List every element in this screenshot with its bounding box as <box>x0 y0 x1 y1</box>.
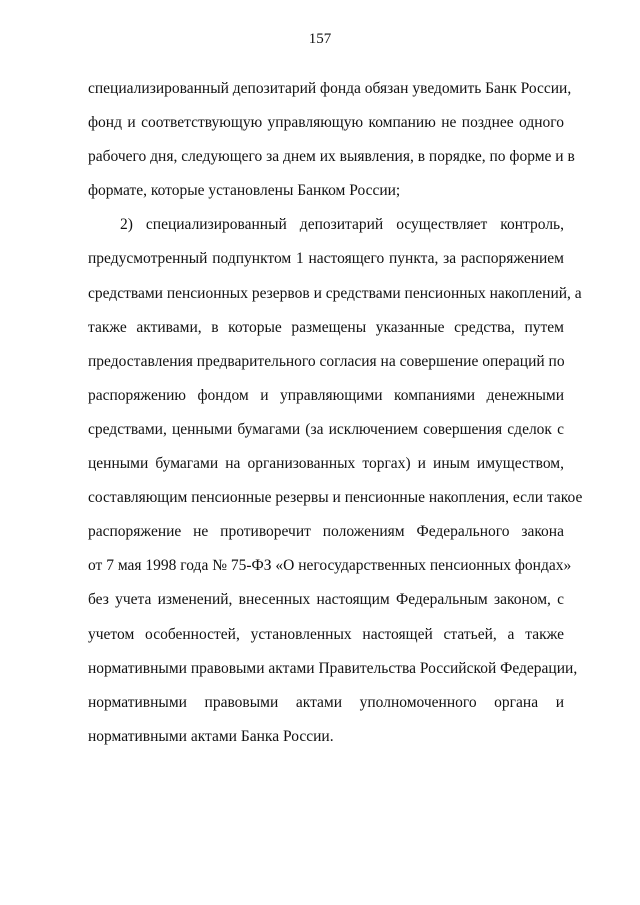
text-line: без учета изменений, внесенных настоящим Федеральным законом, с <box>88 591 564 609</box>
text-line: специализированный депозитарий фонда обязан уведомить Банк России, <box>88 80 572 97</box>
text-line: распоряжение не противоречит положениям Федерального закона <box>88 523 564 541</box>
text-line: нормативными правовыми актами Правительства Российской Федерации, <box>88 659 578 677</box>
text-line: нормативными правовыми актами уполномоченного органа и <box>88 693 564 711</box>
text-line: формате, которые установлены Банком России; <box>88 182 401 200</box>
text-line: фонд и соответствующую управляющую компанию не позднее одного <box>88 114 564 132</box>
text-line: предоставления предварительного согласия на совершение операций по <box>88 352 565 370</box>
text-line: рабочего дня, следующего за днем их выявления, в порядке, по форме и в <box>88 148 575 166</box>
text-line: ценными бумагами на организованных торгах) и иным имуществом, <box>88 455 564 473</box>
page-number: 157 <box>308 31 332 47</box>
text-line: учетом особенностей, установленных настоящей статьей, а также <box>88 625 564 643</box>
text-line: также активами, в которые размещены указанные средства, путем <box>88 318 564 336</box>
text-line: распоряжению фондом и управляющими компаниями денежными <box>88 386 564 404</box>
body-text <box>88 74 583 756</box>
text-line: от 7 мая 1998 года № 75-ФЗ «О негосударственных пенсионных фондах» <box>88 557 572 575</box>
paragraph-2-first-line: 2) специализированный депозитарий осуществляет контроль, <box>120 216 564 234</box>
text-line: средствами пенсионных резервов и средствами пенсионных накоплений, а <box>88 284 582 302</box>
text-line: нормативными актами Банка России. <box>88 727 334 745</box>
text-line: составляющим пенсионные резервы и пенсионные накопления, если такое <box>88 489 583 507</box>
text-line: средствами, ценными бумагами (за исключением совершения сделок с <box>88 420 564 438</box>
text-line: предусмотренный подпунктом 1 настоящего пункта, за распоряжением <box>88 250 564 268</box>
